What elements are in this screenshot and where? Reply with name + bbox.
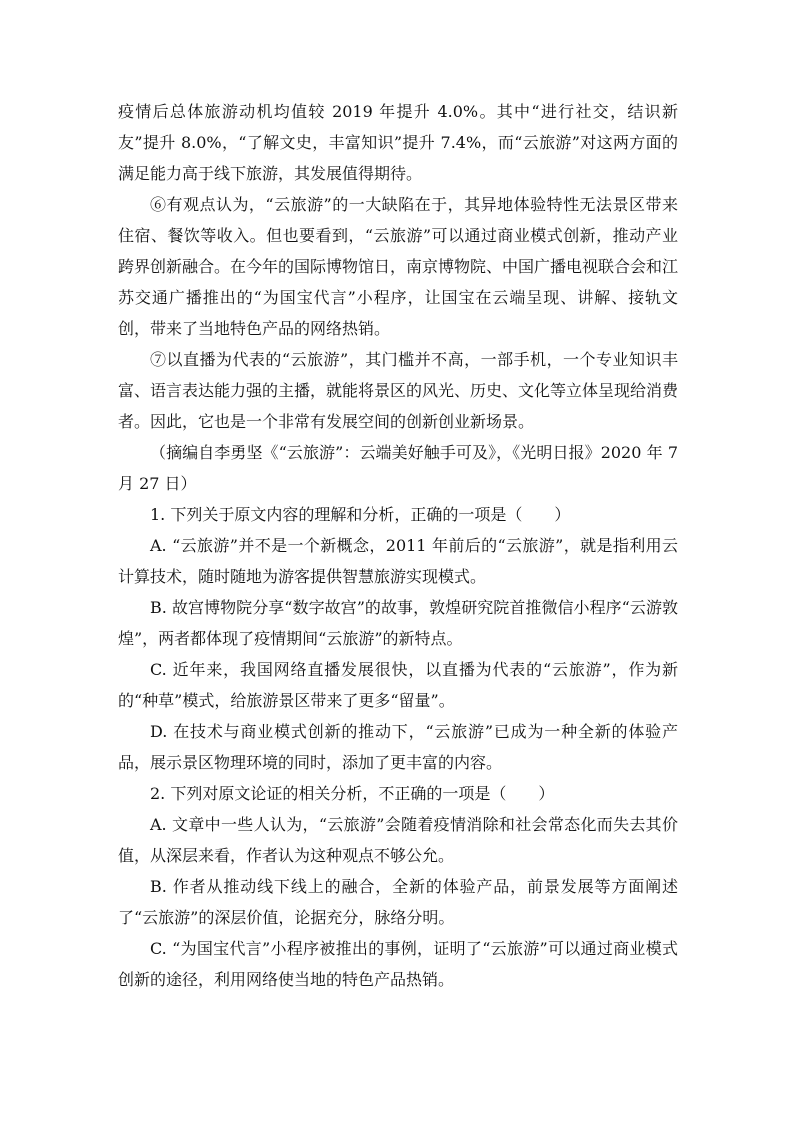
paragraph-7: ⑦以直播为代表的“云旅游”，其门槛并不高，一部手机，一个专业知识丰富、语言表达能力强的主播，就能将景区的风光、历史、文化等立体呈现给消费者。因此，它也是一个非常有发展空间的创新创业新场景。: [118, 350, 679, 431]
question-2-stem: 2. 下列对原文论证的相关分析，不正确的一项是（ ）: [150, 784, 555, 803]
paragraph-5-continued: 疫情后总体旅游动机均值较 2019 年提升 4.0%。其中“进行社交，结识新友”提升 8.0%，“了解文史，丰富知识”提升 7.4%，而“云旅游”对这两方面的满足能力高于线下旅游，其发展值得期待。: [118, 102, 678, 183]
question-1-option-a: A. “云旅游”并不是一个新概念，2011 年前后的“云旅游”，就是指利用云计算技术，随时随地为游客提供智慧旅游实现模式。: [118, 536, 678, 586]
question-2-option-c: C. “为国宝代言”小程序被推出的事例，证明了“云旅游”可以通过商业模式创新的途径，利用网络使当地的特色产品热销。: [118, 939, 678, 989]
question-1-option-c: C. 近年来，我国网络直播发展很快，以直播为代表的“云旅游”，作为新的“种草”模式，给旅游景区带来了更多“留量”。: [118, 660, 678, 710]
article-body: [118, 96, 678, 995]
question-1-stem: 1. 下列关于原文内容的理解和分析，正确的一项是（ ）: [150, 505, 571, 524]
paragraph-6: ⑥有观点认为，“云旅游”的一大缺陷在于，其异地体验特性无法景区带来住宿、餐饮等收入。但也要看到，“云旅游”可以通过商业模式创新，推动产业跨界创新融合。在今年的国际博物馆日，南京博物院、中国广播电视联合会和江苏交通广播推出的“为国宝代言”小程序，让国宝在云端呈现、讲解、接轨文创，带来了当地特色产品的网络热销。: [118, 195, 679, 338]
source-citation: （摘编自李勇坚《“云旅游”：云端美好触手可及》，《光明日报》2020 年 7 月 27 日）: [118, 443, 678, 493]
question-2-option-a: A. 文章中一些人认为，“云旅游”会随着疫情消除和社会常态化而失去其价值，从深层来看，作者认为这种观点不够公允。: [118, 815, 678, 865]
question-1-option-d: D. 在技术与商业模式创新的推动下，“云旅游”已成为一种全新的体验产品，展示景区物理环境的同时，添加了更丰富的内容。: [118, 722, 678, 772]
question-1-option-b: B. 故宫博物院分享“数字故宫”的故事，敦煌研究院首推微信小程序“云游敦煌”，两者都体现了疫情期间“云旅游”的新特点。: [118, 598, 678, 648]
question-2-option-b: B. 作者从推动线下线上的融合，全新的体验产品，前景发展等方面阐述了“云旅游”的深层价值，论据充分，脉络分明。: [118, 877, 678, 927]
